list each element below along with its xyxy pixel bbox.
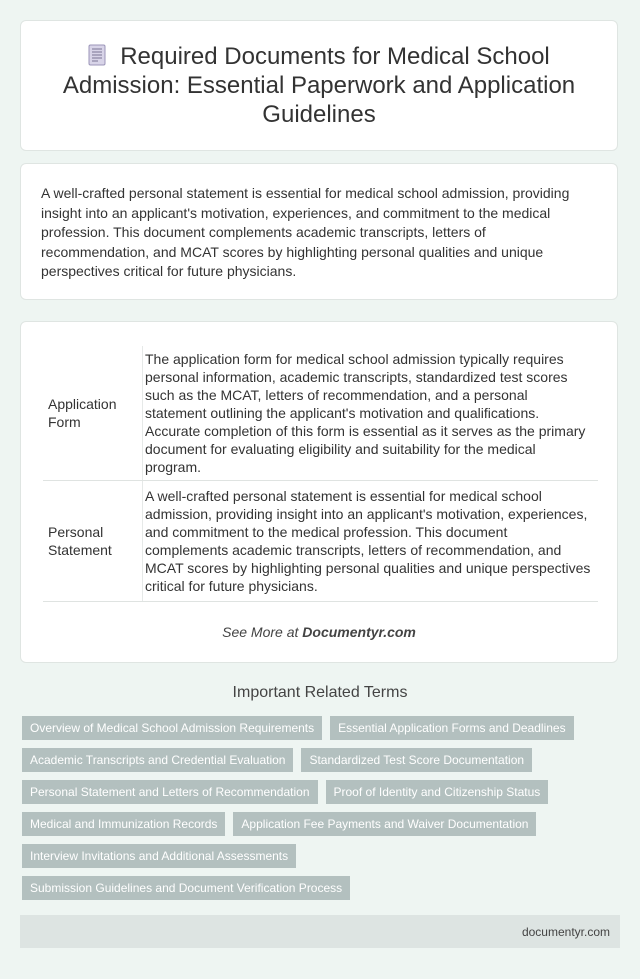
related-term-tag[interactable]: Medical and Immunization Records	[22, 812, 225, 836]
related-term-tag[interactable]: Application Fee Payments and Waiver Documentation	[233, 812, 536, 836]
page-title	[21, 42, 617, 129]
documents-card	[20, 321, 618, 663]
page-title-text: Required Documents for Medical School Admission: Essential Paperwork and Application Guidelines	[62, 43, 576, 128]
see-more-site: Documentyr.com	[302, 624, 416, 640]
intro-text: A well-crafted personal statement is essential for medical school admission, providing insight into an applicant's motivation, experiences, and commitment to the medical profession. This document complements academic transcripts, letters of recommendation, and MCAT scores by highlighting personal qualities and unique perspectives critical for future physicians.	[41, 185, 570, 279]
table-row	[43, 481, 598, 602]
related-term-tag[interactable]: Submission Guidelines and Document Verification Process	[22, 876, 350, 900]
related-terms-title: Important Related Terms	[232, 684, 408, 701]
see-more-prefix: See More at	[222, 624, 303, 640]
document-icon	[88, 44, 106, 66]
see-more-link[interactable]	[21, 624, 617, 640]
documents-table	[43, 346, 598, 602]
footer	[20, 915, 620, 948]
related-term-tag[interactable]: Standardized Test Score Documentation	[301, 748, 532, 772]
related-term-tag[interactable]: Academic Transcripts and Credential Evaluation	[22, 748, 293, 772]
related-term-tag[interactable]: Proof of Identity and Citizenship Status	[326, 780, 549, 804]
table-row	[43, 346, 598, 481]
title-card	[20, 20, 618, 151]
related-term-tag[interactable]: Overview of Medical School Admission Requirements	[22, 716, 322, 740]
row-label: Application Form	[43, 346, 143, 481]
row-label: Personal Statement	[43, 481, 143, 602]
row-description: The application form for medical school admission typically requires personal information, academic transcripts, standardized test scores such as the MCAT, letters of recommendation, and a personal statement outlining the applicant's motivation and qualifications. Accurate completion of this form is essential as it serves as the primary document for evaluating eligibility and suitability for the medical program.	[143, 346, 599, 481]
related-term-tag[interactable]: Essential Application Forms and Deadlines	[330, 716, 573, 740]
related-term-tag[interactable]: Interview Invitations and Additional Assessments	[22, 844, 296, 868]
intro-card	[20, 163, 618, 300]
related-terms-list	[22, 716, 582, 908]
related-term-tag[interactable]: Personal Statement and Letters of Recommendation	[22, 780, 318, 804]
row-description: A well-crafted personal statement is essential for medical school admission, providing insight into an applicant's motivation, experiences, and commitment to the medical profession. This document complements academic transcripts, letters of recommendation, and MCAT scores by highlighting personal qualities and unique perspectives critical for future physicians.	[143, 481, 599, 602]
footer-site-link[interactable]: documentyr.com	[521, 924, 610, 939]
